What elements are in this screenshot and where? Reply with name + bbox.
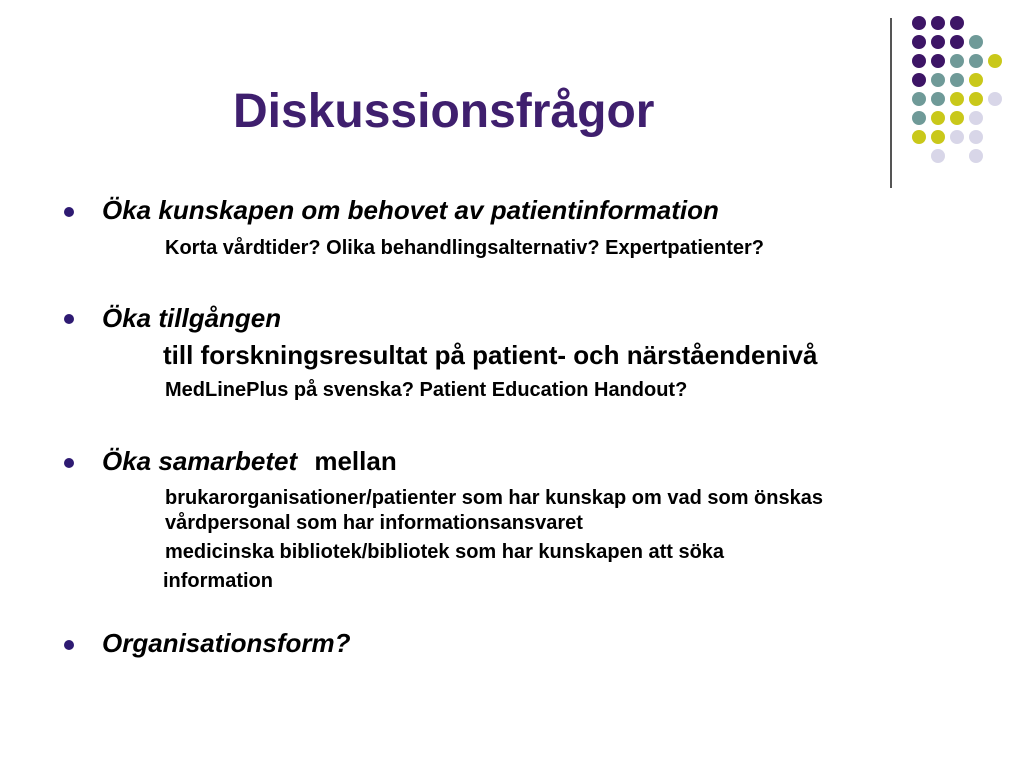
bullet-2-heading: Öka tillgången xyxy=(102,303,282,333)
bullet-3-sub-1: brukarorganisationer/patienter som har kunskap om vad som önskas xyxy=(165,487,823,509)
decorative-dot xyxy=(950,73,964,87)
decorative-dot xyxy=(988,54,1002,68)
bullet-marker xyxy=(64,458,74,468)
decorative-dot xyxy=(969,54,983,68)
bullet-marker xyxy=(64,640,74,650)
decorative-dot xyxy=(950,130,964,144)
bullet-3-sub-4: information xyxy=(163,570,273,592)
decorative-dot xyxy=(912,73,926,87)
decorative-dot xyxy=(931,54,945,68)
bullet-marker xyxy=(64,207,74,217)
bullet-2-continuation: till forskningsresultat på patient- och närståendenivå xyxy=(163,340,818,370)
decorative-dot xyxy=(969,73,983,87)
decorative-dot xyxy=(912,16,926,30)
decorative-dot xyxy=(912,35,926,49)
bullet-4-heading: Organisationsform? xyxy=(102,628,351,658)
decorative-dot xyxy=(912,111,926,125)
decorative-dot xyxy=(950,54,964,68)
decorative-dot xyxy=(969,92,983,106)
decorative-dot xyxy=(969,111,983,125)
decorative-dot xyxy=(931,149,945,163)
bullet-2-sub-1: MedLinePlus på svenska? Patient Education Handout? xyxy=(165,379,688,401)
vertical-divider xyxy=(890,18,892,188)
decorative-dot xyxy=(988,92,1002,106)
bullet-3-heading-italic: Öka samarbetet xyxy=(102,446,298,476)
decorative-dot xyxy=(950,35,964,49)
decorative-dot xyxy=(950,111,964,125)
bullet-3-heading xyxy=(102,448,397,474)
decorative-dot xyxy=(969,35,983,49)
decorative-dot xyxy=(931,16,945,30)
decorative-dot xyxy=(969,149,983,163)
decorative-dot xyxy=(950,92,964,106)
bullet-1-sub-1: Korta vårdtider? Olika behandlingsalternativ? Expertpatienter? xyxy=(165,237,765,259)
bullet-3-sub-3: medicinska bibliotek/bibliotek som har kunskapen att söka xyxy=(165,541,725,563)
decorative-dot xyxy=(931,111,945,125)
decorative-dot xyxy=(931,92,945,106)
slide-title: Diskussionsfrågor xyxy=(233,85,655,138)
decorative-dot xyxy=(912,54,926,68)
bullet-1-heading: Öka kunskapen om behovet av patientinformation xyxy=(102,195,719,225)
bullet-3-sub-2: vårdpersonal som har informationsansvaret xyxy=(165,512,583,534)
decorative-dot xyxy=(969,130,983,144)
bullet-3-heading-suffix: mellan xyxy=(314,446,397,476)
decorative-dot xyxy=(931,130,945,144)
decorative-dot xyxy=(950,16,964,30)
bullet-marker xyxy=(64,314,74,324)
decorative-dot xyxy=(931,35,945,49)
decorative-dot xyxy=(931,73,945,87)
decorative-dot xyxy=(912,92,926,106)
decorative-dot xyxy=(912,130,926,144)
